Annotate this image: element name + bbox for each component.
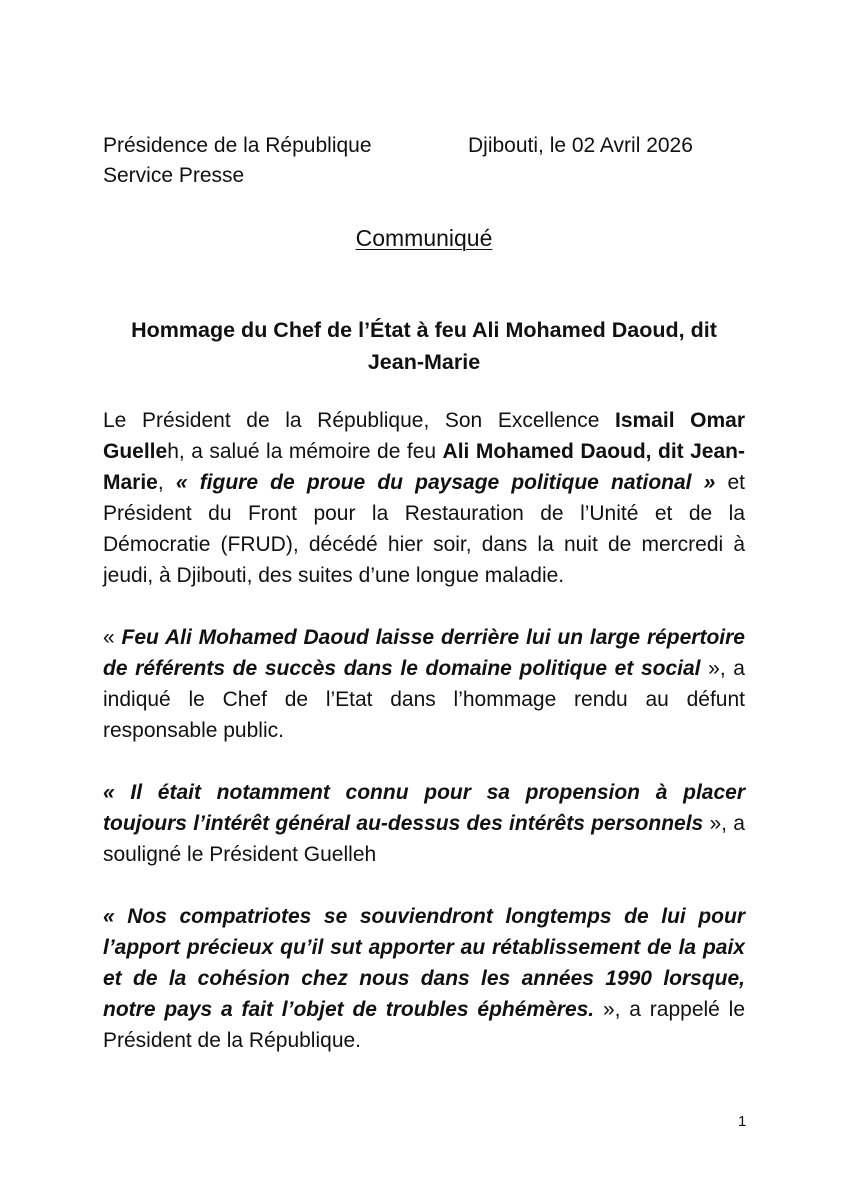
p1-text-2: h, a salué la mémoire de feu <box>167 440 443 463</box>
p1-bold-deceased-name: Ali Mohamed Daoud, dit Jean-Marie <box>103 440 745 494</box>
p1-text-1: Le Président de la République, Son Excellence <box>103 409 615 432</box>
body-text <box>103 405 745 1056</box>
p3-text-1: », a souligné le Président Guelleh <box>103 812 745 866</box>
sender-block <box>103 131 372 191</box>
p1-text-4: et Président du Front pour la Restauration de l’Unité et de la Démocratie (FRUD), décédé hier soir, dans la nuit de mercredi à jeudi, à Djibouti, des suites d’une longue maladie. <box>103 471 745 587</box>
p2-text-2: », a indiqué le Chef de l’Etat dans l’hommage rendu au défunt responsable public. <box>103 657 745 742</box>
p4-quote: « Nos compatriotes se souviendront longtemps de lui pour l’apport précieux qu’il sut apporter au rétablissement de la paix et de la cohésion chez nous dans les années 1990 lorsque, notre pays a fait l’objet de troubles éphémères. <box>103 905 745 1021</box>
p1-quote: « figure de proue du paysage politique national » <box>175 471 716 494</box>
p1-text-3: , <box>157 471 176 494</box>
p2-quote: Feu Ali Mohamed Daoud laisse derrière lui un large répertoire de référents de succès dans le domaine politique et social <box>103 626 745 680</box>
p3-quote: « Il était notamment connu pour sa propension à placer toujours l’intérêt général au-dessus des intérêts personnels <box>103 781 745 835</box>
p1-bold-president-name: Ismail Omar Guelle <box>103 409 745 463</box>
document-title: Communiqué <box>355 225 493 251</box>
paragraph-4 <box>103 901 745 1056</box>
sender-line-service: Service Presse <box>103 164 245 187</box>
place-date: Djibouti, le 02 Avril 2026 <box>468 134 693 157</box>
paragraph-2 <box>103 622 745 746</box>
sender-line-presidency: Présidence de la République <box>103 134 372 157</box>
paragraph-3 <box>103 777 745 870</box>
headline: Hommage du Chef de l’État à feu Ali Mohamed Daoud, dit Jean-Marie <box>131 318 717 374</box>
p2-text-1: « <box>103 626 122 649</box>
page-number: 1 <box>738 1113 747 1130</box>
paragraph-1 <box>103 405 745 591</box>
p4-text-1: », a rappelé le Président de la République. <box>103 998 746 1052</box>
